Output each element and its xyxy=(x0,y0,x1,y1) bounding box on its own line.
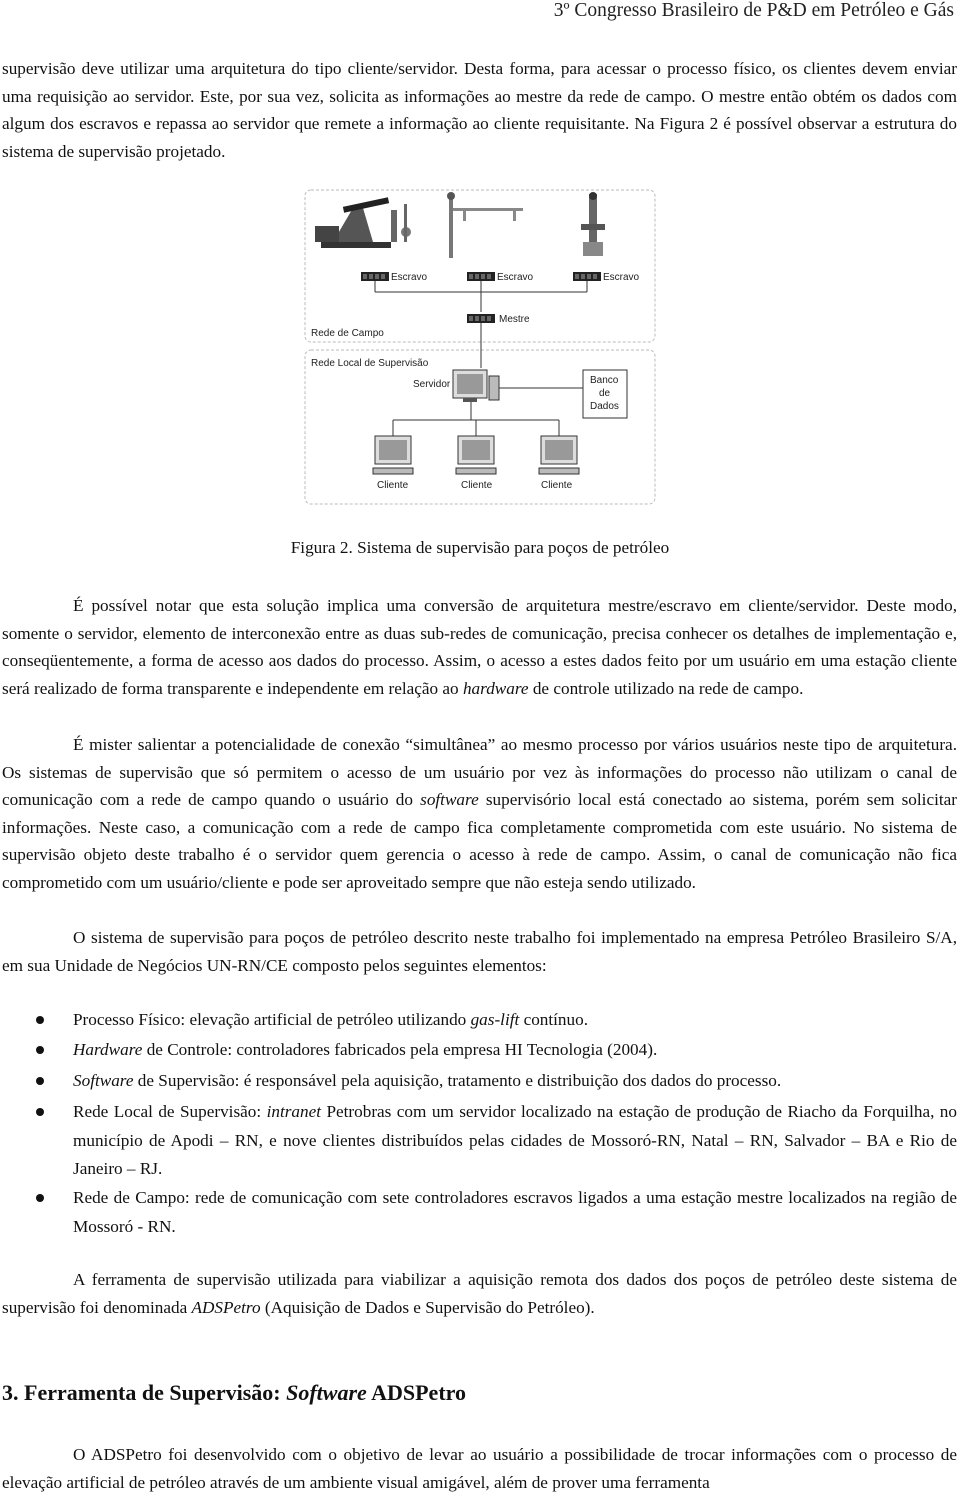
item-text: contínuo. xyxy=(519,1010,589,1029)
client-label: Cliente xyxy=(461,480,493,491)
master-label: Mestre xyxy=(499,314,530,325)
slave-controller-3 xyxy=(573,272,640,283)
pumpjack-icon xyxy=(315,197,411,248)
italic-term: gas-lift xyxy=(470,1010,520,1029)
item-text: de Supervisão: é responsável pela aquisição, tratamento e distribuição dos dados do processo. xyxy=(133,1071,782,1090)
client-computer-1 xyxy=(373,436,413,491)
paragraph-text: (Aquisição de Dados e Supervisão do Petróleo). xyxy=(260,1297,595,1317)
wellhead-icon xyxy=(581,192,605,256)
slave-label: Escravo xyxy=(497,272,534,283)
figure-diagram xyxy=(303,188,657,508)
paragraph-text: É mister salientar a potencialidade de conexão “simultânea” ao mesmo processo por vários usuários neste tipo de arquitetura. Os sistemas de supervisão que só permitem o acesso de um usuário por vez às informações do processo não utilizam o canal de comunicação com a rede de campo quando o usuário do xyxy=(2,735,957,810)
master-controller xyxy=(467,314,530,325)
db-label-line2: de xyxy=(599,388,611,399)
item-text-italic: Software xyxy=(73,1071,134,1090)
server-label: Servidor xyxy=(413,379,451,390)
figure-caption: Figura 2. Sistema de supervisão para poços de petróleo xyxy=(290,538,670,557)
paragraph-text: A ferramenta de supervisão utilizada para viabilizar a aquisição remota dos dados dos poços de petróleo deste sistema de supervisão foi denominada xyxy=(2,1270,957,1317)
paragraph-text: É possível notar que esta solução implica uma conversão de arquitetura mestre/escravo em cliente/servidor. Deste modo, somente o servidor, elemento de interconexão entre as duas sub-redes de comunicação, precisa conhecer os detalhes de implementação e, conseqüentemente, a forma de acesso aos dados do processo. Assim, o acesso a estes dados feito por um usuário em uma estação cliente será realizado de forma transparente e independente em relação ao xyxy=(2,596,957,698)
italic-term: hardware xyxy=(462,678,529,698)
heading-text: ADSPetro xyxy=(366,1380,467,1405)
list-item xyxy=(73,1006,957,1035)
db-label-line1: Banco xyxy=(590,375,619,386)
local-network-label: Rede Local de Supervisão xyxy=(311,358,429,369)
list-item xyxy=(73,1098,957,1184)
paragraph-simultaneous xyxy=(2,731,957,897)
slave-label: Escravo xyxy=(391,272,428,283)
db-label-line3: Dados xyxy=(590,401,619,412)
slave-label: Escravo xyxy=(603,272,640,283)
italic-term: software xyxy=(420,790,479,810)
server-computer-icon xyxy=(413,370,499,402)
slave-controller-2 xyxy=(467,272,534,283)
client-label: Cliente xyxy=(377,480,409,491)
paragraph-architecture xyxy=(2,592,957,702)
list-item xyxy=(73,1067,957,1096)
list-item xyxy=(73,1036,957,1065)
item-text: Processo Físico: elevação artificial de petróleo utilizando xyxy=(73,1010,471,1029)
field-network-label: Rede de Campo xyxy=(311,328,384,339)
paragraph-tool xyxy=(2,1266,957,1321)
database-icon xyxy=(583,370,627,418)
paragraph-text: supervisório local está conectado ao sistema, porém sem solicitar informações. Neste caso, a comunicação com a rede de campo fica completamente comprometida com este usuário. No sistema de supervisão objeto deste trabalho é o servidor quem gerencia o acesso à rede de campo. Assim, o canal de comunicação não fica comprometido com um usuário/cliente e pode ser aproveitado sempre que não esteja sendo utilizado. xyxy=(2,790,957,892)
gaslift-structure-icon xyxy=(447,192,523,258)
italic-term: ADSPetro xyxy=(191,1297,261,1317)
running-header: 3º Congresso Brasileiro de P&D em Petróleo e Gás xyxy=(553,0,954,21)
intro-paragraph: supervisão deve utilizar uma arquitetura do tipo cliente/servidor. Desta forma, para acessar o processo físico, os clientes devem enviar uma requisição ao servidor. Este, por sua vez, solicita as informações ao mestre da rede de campo. O mestre então obtém os dados com algum dos escravos e repassa ao servidor que remete a informação ao cliente requisitante. Na Figura 2 é possível observar a estrutura do sistema de supervisão projetado. xyxy=(2,59,957,161)
italic-term: intranet xyxy=(266,1102,322,1121)
italic-term: Hardware xyxy=(73,1040,143,1059)
slave-controller-1 xyxy=(361,272,428,283)
client-computer-2 xyxy=(456,436,496,491)
section-heading xyxy=(2,1380,466,1406)
list-item xyxy=(73,1184,957,1241)
paragraph-adspetro: O ADSPetro foi desenvolvido com o objetivo de levar ao usuário a possibilidade de trocar informações com o processo de elevação artificial de petróleo através de um ambiente visual amigável, além de prover uma ferramenta xyxy=(2,1445,957,1492)
heading-italic: Software xyxy=(286,1380,367,1405)
item-text: Rede Local de Supervisão: xyxy=(73,1102,267,1121)
item-text: Rede de Campo: rede de comunicação com sete controladores escravos ligados a uma estação mestre localizados na região de Mossoró - RN. xyxy=(73,1188,957,1236)
heading-text: 3. Ferramenta de Supervisão: xyxy=(2,1380,287,1405)
item-text: de Controle: controladores fabricados pela empresa HI Tecnologia (2004). xyxy=(142,1040,658,1059)
item-text: Petrobras com um servidor localizado na estação de produção de Riacho da Forquilha, no município de Apodi – RN, e nove clientes distribuídos pelas cidades de Mossoró-RN, Natal – RN, Salvador – BA e Rio de Janeiro – RJ. xyxy=(73,1102,957,1178)
paragraph-text: de controle utilizado na rede de campo. xyxy=(528,678,804,698)
client-label: Cliente xyxy=(541,480,573,491)
client-computer-3 xyxy=(539,436,579,491)
paragraph-implementation: O sistema de supervisão para poços de petróleo descrito neste trabalho foi implementado na empresa Petróleo Brasileiro S/A, em sua Unidade de Negócios UN-RN/CE composto pelos seguintes elementos: xyxy=(2,928,957,975)
